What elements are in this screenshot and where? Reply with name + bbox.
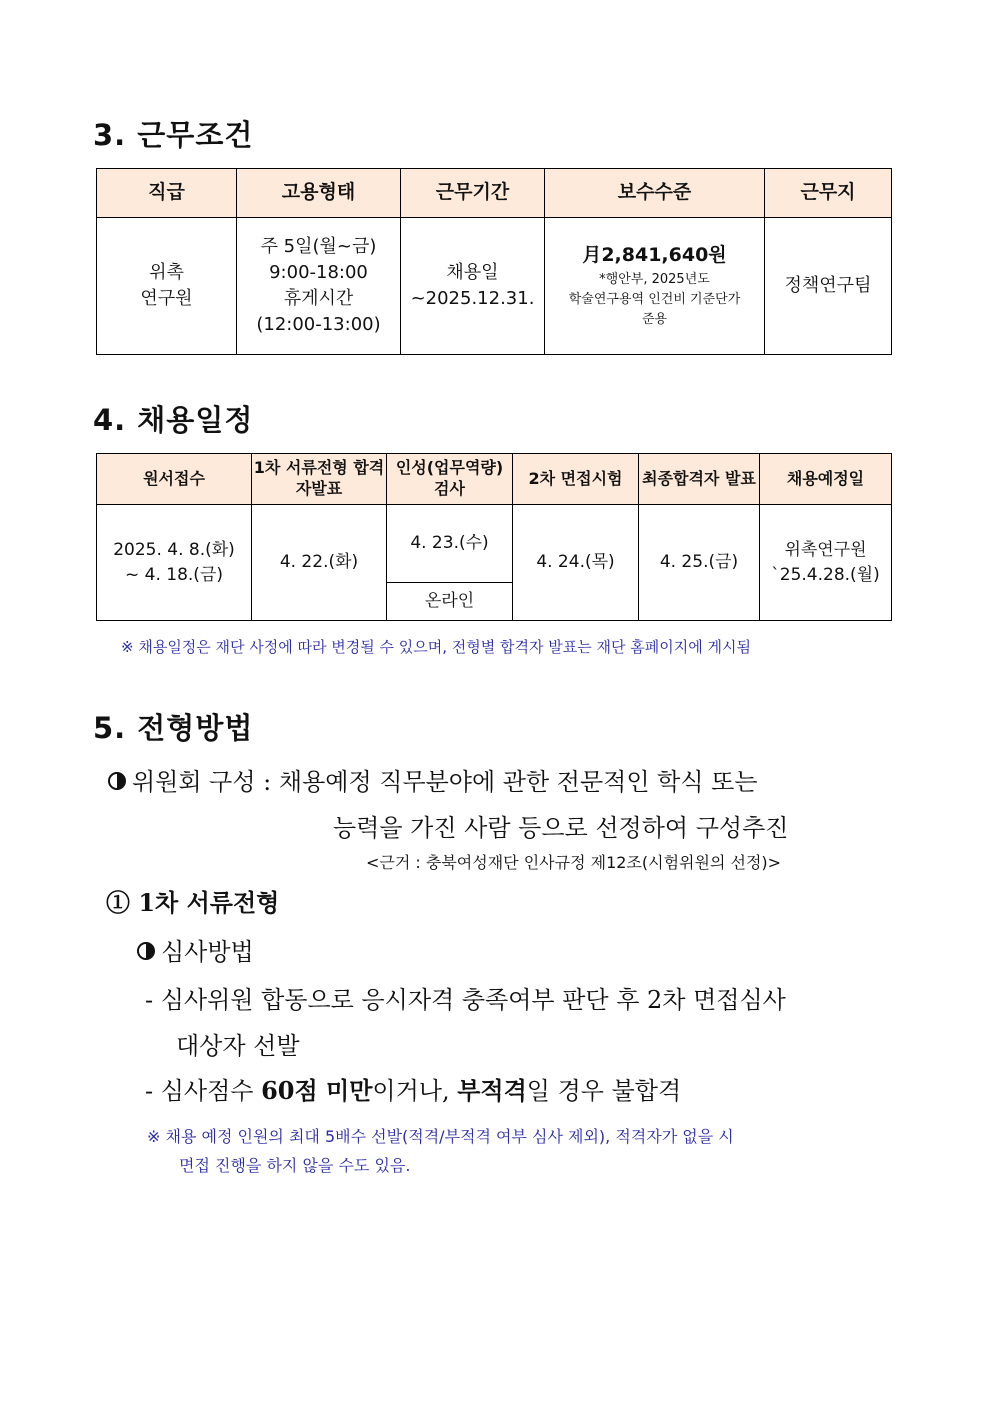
header-aptitude: 인성(업무역량) 검사 (387, 454, 513, 505)
header-employment: 고용형태 (237, 169, 401, 218)
grade-line: 위촉 (149, 261, 184, 283)
employment-line: (12:00-13:00) (256, 314, 381, 336)
period-line: ~2025.12.31. (410, 288, 535, 309)
criteria-bold: 부적격 (457, 1076, 527, 1105)
cell-workplace: 정책연구팀 (765, 218, 892, 355)
hire-date-line: 위촉연구원 (784, 539, 867, 560)
method-title-text: 심사방법 (161, 938, 254, 966)
cell-hire-date (760, 505, 892, 621)
pay-note-line: 준용 (641, 311, 668, 327)
pay-note-line: *행안부, 2025년도 (599, 271, 710, 287)
basis-note: <근거 : 충북여성재단 인사규정 제12조(시험위원의 선정)> (366, 853, 782, 872)
pay-amount: 月2,841,640원 (582, 244, 727, 267)
committee-line: 능력을 가진 사람 등으로 선정하여 구성추진 (333, 814, 789, 842)
half-circle-bullet-icon (108, 772, 126, 790)
cell-aptitude: 4. 23.(수) (387, 505, 513, 583)
header-final-result: 최종합격자 발표 (639, 454, 760, 505)
apply-line: ~ 4. 18.(금) (125, 564, 223, 585)
criteria-item-1: - 심사위원 합동으로 응시자격 충족여부 판단 후 2차 면접심사 (145, 986, 786, 1014)
period-line: 채용일 (446, 261, 499, 283)
cell-employment (237, 218, 401, 355)
cell-grade (97, 218, 237, 355)
criteria-item-2 (145, 1071, 681, 1106)
pay-note-line: 학술연구용역 인건비 기준단가 (568, 291, 741, 307)
criteria-item-1-cont: 대상자 선발 (176, 1032, 300, 1060)
schedule-table (96, 453, 892, 621)
header-first-result: 1차 서류전형 합격자발표 (252, 454, 387, 505)
employment-line: 주 5일(월~금) (260, 235, 377, 257)
criteria-text: - 심사점수 (145, 1077, 262, 1105)
cell-interview: 4. 24.(목) (513, 505, 639, 621)
selection-note-cont: 면접 진행을 하지 않을 수도 있음. (179, 1156, 411, 1175)
header-pay: 보수수준 (545, 169, 765, 218)
header-period: 근무기간 (401, 169, 545, 218)
header-apply: 원서접수 (97, 454, 252, 505)
half-circle-bullet-icon (137, 942, 155, 960)
method-title (137, 932, 254, 967)
employment-line: 휴게시간 (283, 288, 354, 309)
header-workplace: 근무지 (765, 169, 892, 218)
header-hire-date: 채용예정일 (760, 454, 892, 505)
cell-pay (545, 218, 765, 355)
employment-line: 9:00-18:00 (269, 261, 368, 283)
header-interview: 2차 면접시험 (513, 454, 639, 505)
criteria-text: 일 경우 불합격 (526, 1077, 682, 1105)
cell-first-result: 4. 22.(화) (252, 505, 387, 621)
committee-line: 위원회 구성 : 채용예정 직무분야에 관한 전문적인 학식 또는 (132, 768, 758, 796)
section-3-title: 3. 근무조건 (93, 118, 254, 152)
stage-1-title: ① 1차 서류전형 (106, 888, 280, 917)
criteria-bold: 60점 미만 (261, 1076, 373, 1105)
header-grade: 직급 (97, 169, 237, 218)
hire-date-line: `25.4.28.(월) (771, 564, 880, 585)
work-conditions-table (96, 168, 892, 355)
committee-item (108, 762, 758, 797)
section-5-title: 5. 전형방법 (93, 711, 254, 745)
cell-final-result: 4. 25.(금) (639, 505, 760, 621)
apply-line: 2025. 4. 8.(화) (113, 539, 235, 560)
schedule-note: ※ 채용일정은 재단 사정에 따라 변경될 수 있으며, 전형별 합격자 발표는 재단 홈페이지에 게시됨 (121, 638, 751, 656)
selection-note: ※ 채용 예정 인원의 최대 5배수 선발(적격/부적격 여부 심사 제외), 적격자가 없을 시 (147, 1127, 734, 1146)
cell-aptitude-mode: 온라인 (387, 583, 513, 621)
grade-line: 연구원 (140, 288, 193, 309)
criteria-text: 이거나, (372, 1077, 458, 1105)
cell-apply (97, 505, 252, 621)
section-4-title: 4. 채용일정 (93, 403, 254, 437)
cell-period (401, 218, 545, 355)
